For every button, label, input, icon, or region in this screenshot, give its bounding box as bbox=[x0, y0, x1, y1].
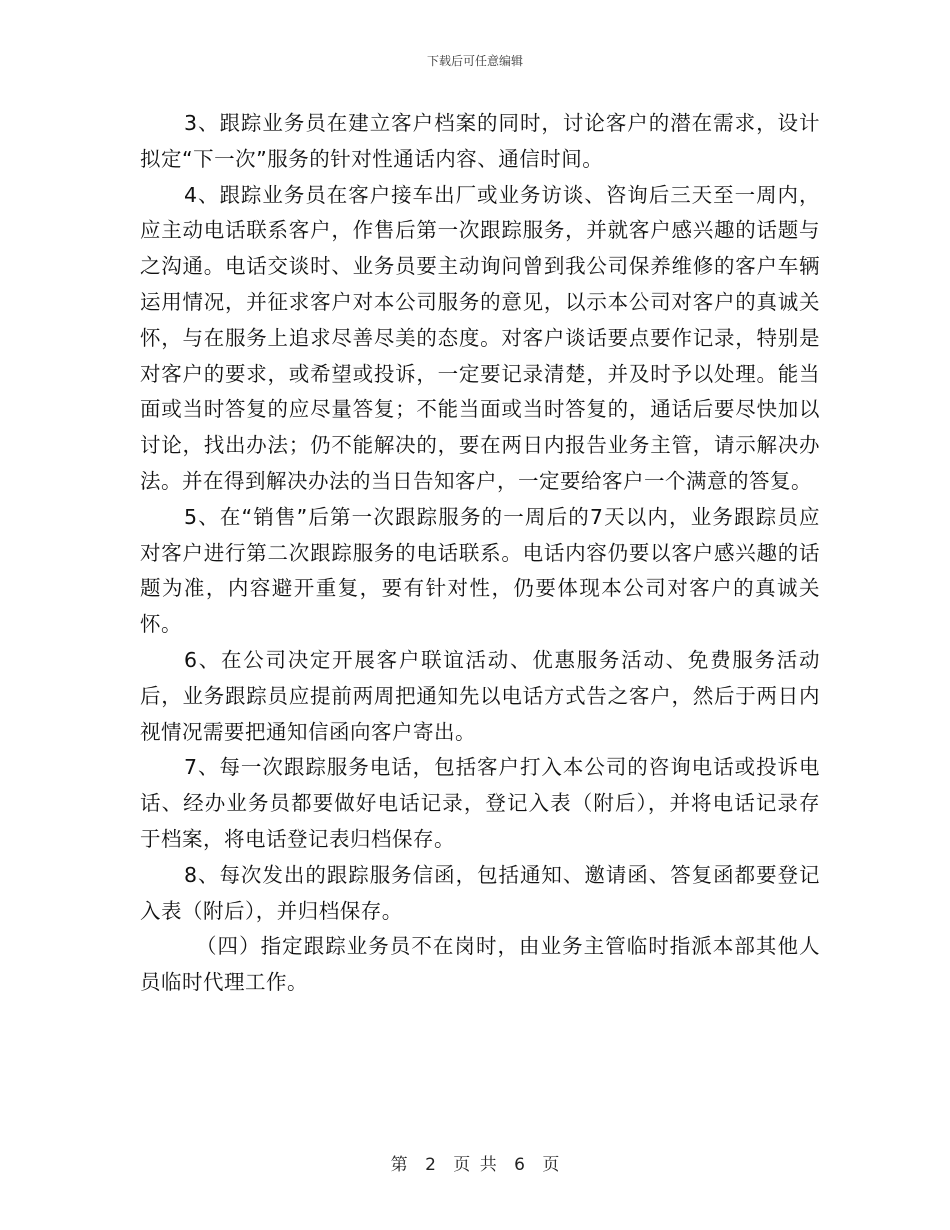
footer-total-pages: 6 bbox=[514, 1155, 525, 1175]
footer-prefix: 第 bbox=[390, 1155, 408, 1175]
paragraph-item-5: 5、在“销售”后第一次跟踪服务的一周后的7天以内，业务跟踪员应对客户进行第二次跟踪服务的电话联系。电话内容仍要以客户感兴趣的话题为准，内容避开重复，要有针对性，仍要体现本公司对客户的真诚关怀。 bbox=[140, 504, 820, 637]
paragraph-item-6: 6、在公司决定开展客户联谊活动、优惠服务活动、免费服务活动后，业务跟踪员应提前两周把通知先以电话方式告之客户，然后于两日内视情况需要把通知信函向客户寄出。 bbox=[140, 647, 820, 744]
page-footer bbox=[0, 1150, 950, 1175]
paragraph-section-4: （四）指定跟踪业务员不在岗时，由业务主管临时指派本部其他人员临时代理工作。 bbox=[140, 934, 820, 995]
footer-current-page: 2 bbox=[425, 1155, 436, 1175]
paragraph-item-4: 4、跟踪业务员在客户接车出厂或业务访谈、咨询后三天至一周内，应主动电话联系客户，作售后第一次跟踪服务，并就客户感兴趣的话题与之沟通。电话交谈时、业务员要主动询问曾到我公司保养维修的客户车辆运用情况，并征求客户对本公司服务的意见，以示本公司对客户的真诚关怀，与在服务上追求尽善尽美的态度。对客户谈话要点要作记录，特别是对客户的要求，或希望或投诉，一定要记录清楚，并及时予以处理。能当面或当时答复的应尽量答复；不能当面或当时答复的，通话后要尽快加以讨论，找出办法；仍不能解决的，要在两日内报告业务主管，请示解决办法。并在得到解决办法的当日告知客户，一定要给客户一个满意的答复。 bbox=[140, 182, 820, 493]
document-body bbox=[140, 106, 820, 1001]
footer-suffix: 页 bbox=[542, 1155, 560, 1175]
paragraph-item-8: 8、每次发出的跟踪服务信函，包括通知、邀请函、答复函都要登记入表（附后），并归档保存。 bbox=[140, 862, 820, 923]
paragraph-item-3: 3、跟踪业务员在建立客户档案的同时，讨论客户的潜在需求，设计拟定“下一次”服务的针对性通话内容、通信时间。 bbox=[140, 111, 820, 171]
footer-middle: 页 共 bbox=[453, 1155, 497, 1175]
page-header: 下载后可任意编辑 bbox=[426, 54, 523, 68]
paragraph-item-7: 7、每一次跟踪服务电话，包括客户打入本公司的咨询电话或投诉电话、经办业务员都要做好电话记录，登记入表（附后），并将电话记录存于档案，将电话登记表归档保存。 bbox=[140, 755, 820, 851]
